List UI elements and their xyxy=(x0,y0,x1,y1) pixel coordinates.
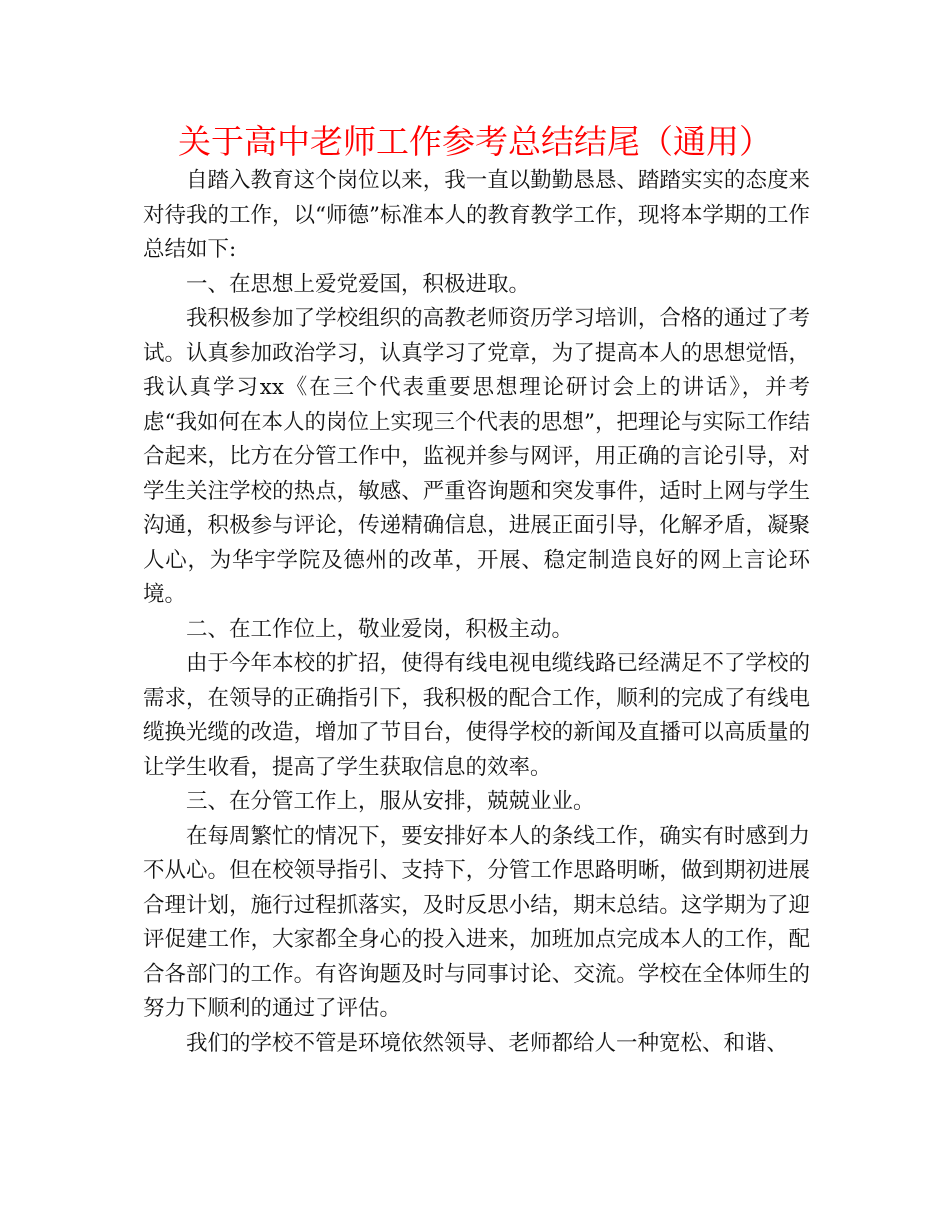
paragraph-section-3: 在每周繁忙的情况下，要安排好本人的条线工作，确实有时感到力不从心。但在校领导指引、支持下，分管工作思路明晰，做到期初进展合理计划，施行过程抓落实，及时反思小结，期末总结。这学期为了迎评促建工作，大家都全身心的投入进来，加班加点完成本人的工作，配合各部门的工作。有咨询题及时与同事讨论、交流。学校在全体师生的努力下顺利的通过了评估。 xyxy=(143,823,810,1021)
document-body xyxy=(143,164,810,1061)
paragraph-intro: 自踏入教育这个岗位以来，我一直以勤勤恳恳、踏踏实实的态度来对待我的工作，以“师德”标准本人的教育教学工作，现将本学期的工作总结如下: xyxy=(143,168,810,262)
section-heading-2: 二、在工作位上，敬业爱岗，积极主动。 xyxy=(186,616,574,642)
section-heading-1: 一、在思想上爱党爱国，积极进取。 xyxy=(186,271,531,297)
paragraph-closing: 我们的学校不管是环境依然领导、老师都给人一种宽松、和谐、 xyxy=(186,1030,789,1056)
paragraph-section-2: 由于今年本校的扩招，使得有线电视电缆线路已经满足不了学校的需求，在领导的正确指引下，我积极的配合工作，顺利的完成了有线电缆换光缆的改造，增加了节目台，使得学校的新闻及直播可以高质量的让学生收看，提高了学生获取信息的效率。 xyxy=(143,651,810,780)
paragraph-section-1: 我积极参加了学校组织的高教老师资历学习培训，合格的通过了考试。认真参加政治学习，认真学习了党章，为了提高本人的思想觉悟，我认真学习xx《在三个代表重要思想理论研讨会上的讲话》，并考虑“我如何在本人的岗位上实现三个代表的思想”，把理论与实际工作结合起来，比方在分管工作中，监视并参与网评，用正确的言论引导，对学生关注学校的热点，敏感、严重咨询题和突发事件，适时上网与学生沟通，积极参与评论，传递精确信息，进展正面引导，化解矛盾，凝聚人心，为华宇学院及德州的改革，开展、稳定制造良好的网上言论环境。 xyxy=(143,306,810,607)
section-heading-3: 三、在分管工作上，服从安排，兢兢业业。 xyxy=(186,789,595,814)
document-title: 关于高中老师工作参考总结结尾（通用） xyxy=(178,122,772,161)
